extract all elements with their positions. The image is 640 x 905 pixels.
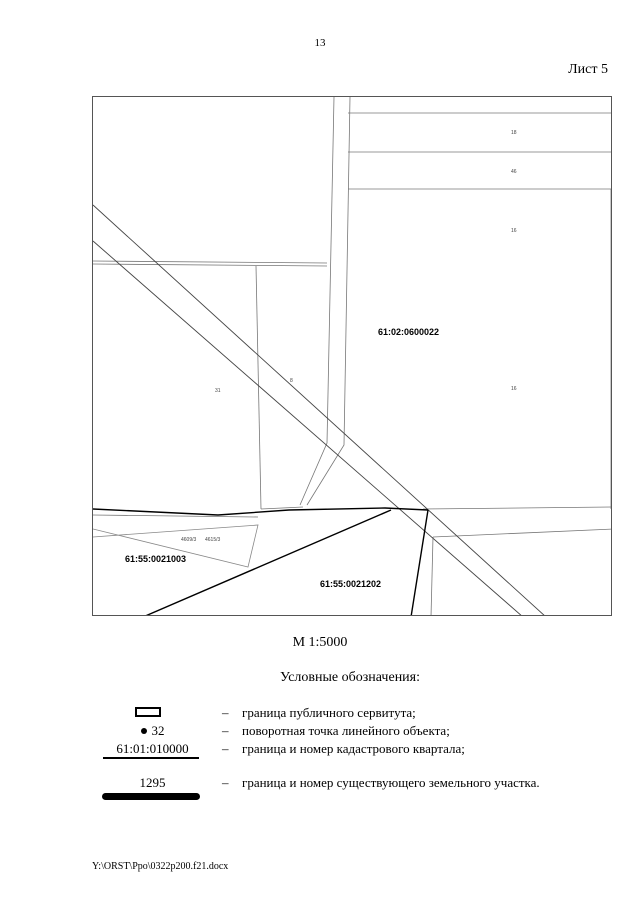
sheet-label: Лист 5 <box>568 62 608 77</box>
quarter-boundary-1 <box>93 508 428 515</box>
parcel-line-w-1 <box>93 264 327 266</box>
page-number: 13 <box>314 37 326 49</box>
legend-text-servitude: граница публичного сервитута; <box>242 705 416 720</box>
road-edge-left <box>300 97 334 505</box>
map-scale: М 1:5000 <box>292 635 348 650</box>
parcel-line-e-s2 <box>433 529 612 537</box>
legend-row-servitude <box>0 705 640 723</box>
turn-point-number: 32 <box>151 723 165 738</box>
legend-dash: – <box>222 741 229 756</box>
legend-row-turn-point <box>0 723 640 741</box>
legend-text-parcel: граница и номер существующего земельного участка. <box>242 775 540 790</box>
legend-dash: – <box>222 705 229 720</box>
parcel-label-6: 8 <box>290 378 293 384</box>
servitude-boundary-symbol <box>135 707 161 717</box>
legend-row-quarter <box>0 741 640 759</box>
turn-point-symbol <box>100 723 205 739</box>
legend-text-quarter: граница и номер кадастрового квартала; <box>242 741 465 756</box>
parcel-label-1: 18 <box>511 130 517 136</box>
quarter-label-1: 61:02:0600022 <box>378 327 440 337</box>
legend-row-parcel <box>0 775 640 793</box>
parcel-line-w-2 <box>93 261 327 263</box>
parcel-label-8: 4615/3 <box>205 537 221 543</box>
quarter-number-symbol: 61:01:010000 <box>116 741 189 756</box>
parcel-number-symbol: 1295 <box>139 775 166 790</box>
parcel-label-5: 31 <box>215 388 221 394</box>
road-edge-right <box>307 97 350 505</box>
parcel-line-e-s3 <box>431 537 433 616</box>
cadastral-map <box>92 96 612 616</box>
point-icon <box>141 728 147 734</box>
parcel-label-3: 16 <box>511 228 517 234</box>
parcel-label-7: 4609/3 <box>181 537 197 543</box>
parcel-line-s-2 <box>93 515 258 517</box>
legend-dash: – <box>222 775 229 790</box>
parcel-label-4: 16 <box>511 386 517 392</box>
parcel-label-2: 46 <box>511 169 517 175</box>
quarter-label-2: 61:55:0021003 <box>125 554 187 564</box>
quarter-label-3: 61:55:0021202 <box>320 579 382 589</box>
legend-dash: – <box>222 723 229 738</box>
parcel-line-e-s <box>423 507 612 509</box>
parcel-line-s-1 <box>261 507 303 509</box>
legend-text-turn-point: поворотная точка линейного объекта; <box>242 723 450 738</box>
footer-file-path: Y:\ORST\Ppo\0322p200.f21.docx <box>92 861 229 872</box>
parcel-boundary-symbol <box>102 793 200 800</box>
quarter-boundary-symbol <box>103 757 199 759</box>
map-drawing <box>93 97 612 616</box>
legend-title: Условные обозначения: <box>279 670 421 685</box>
